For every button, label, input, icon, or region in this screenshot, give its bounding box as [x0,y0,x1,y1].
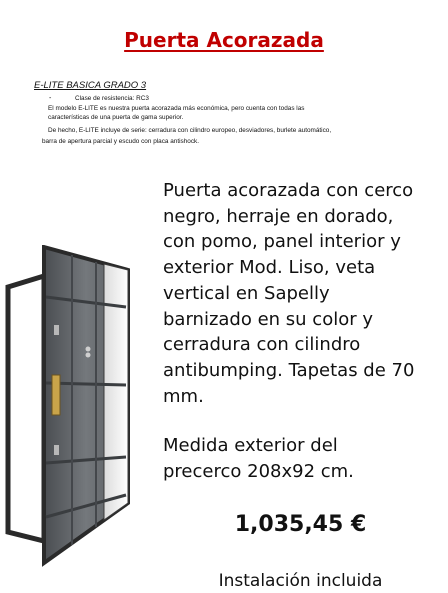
description-line: negro, herraje en dorado, [163,205,394,227]
spec-resistance-class: Clase de resistencia: RC3 [75,95,149,102]
description-line: con pomo, panel interior y [163,231,401,253]
spec-line: características de una puerta de gama superior. [48,114,184,121]
measure-line: Medida exterior del [163,435,338,456]
description-line: exterior Mod. Liso, veta [163,257,376,279]
installation-note: Instalación incluida [218,571,383,591]
armored-door-image [0,245,150,570]
price: 1,035,45 € [234,512,367,537]
model-heading: E-LITE BASICA GRADO 3 [34,80,147,91]
exterior-measure [163,433,438,484]
measure-line: precerco 208x92 cm. [163,460,354,482]
description-line: vertical en Sapelly [163,282,330,304]
page-title: Puerta Acorazada [124,28,324,52]
product-description [163,178,438,409]
bullet-dash: - [49,95,52,102]
spec-line: barra de apertura parcial y escudo con placa antishock. [42,138,200,145]
spec-line: El modelo E-LITE es nuestra puerta acorazada más económica, pero cuenta con todas las [48,105,305,112]
description-line: Puerta acorazada con cerco [163,180,414,201]
description-line: antibumping. Tapetas de 70 [163,359,415,381]
description-line: barnizado en su color y [163,308,373,330]
spec-line: De hecho, E-LITE incluye de serie: cerradura con cilindro europeo, desviadores, burlete automático, [48,127,332,134]
description-line: cerradura con cilindro [163,334,361,356]
description-line: mm. [163,385,204,407]
